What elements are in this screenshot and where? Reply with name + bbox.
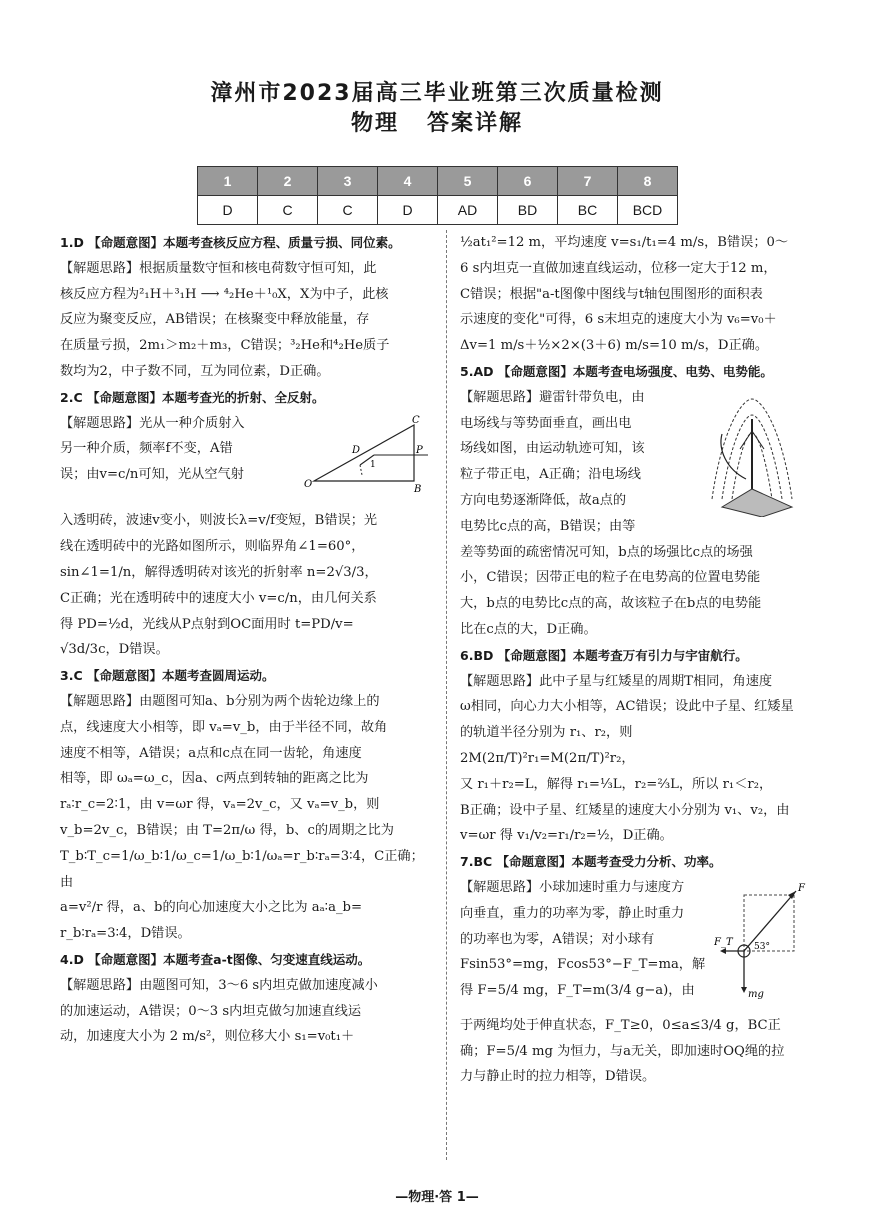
fig2-label-b: B [414, 483, 422, 495]
q3-line: 点，线速度大小相等，即 vₐ=v_b，由于半径不同，故角 [60, 719, 388, 735]
q5-line: 电势比c点的高，B错误；由等 [460, 518, 636, 534]
q3-line: rₐ∶r_c=2∶1，由 v=ωr 得，vₐ=2v_c，又 vₐ=v_b，则 [60, 797, 380, 813]
column-divider [446, 230, 447, 1160]
prism-diagram [302, 415, 432, 495]
answer-cell: BCD [618, 196, 678, 225]
answer-cell: AD [438, 196, 498, 225]
q1-line: 核反应方程为²₁H＋³₁H ⟶ ⁴₂He＋¹₀X，X为中子，此核 [60, 286, 389, 302]
answer-table [197, 166, 678, 225]
q6-line: 【解题思路】此中子星与红矮星的周期T相同，角速度 [460, 673, 773, 689]
fig7-label-f: F [798, 882, 805, 894]
fig2-label-p: P [416, 444, 423, 456]
q4-line: Δv=1 m/s＋½×2×(3＋6) m/s=10 m/s，D正确。 [460, 338, 769, 354]
q6-line: ω相同，向心力大小相等，AC错误；设此中子星、红矮星 [460, 699, 794, 715]
q7-line: 于两绳均处于伸直状态，F_T≥0，0≤a≤3/4 g，BC正 [460, 1017, 781, 1033]
q2-line: 入透明砖，波速v变小，则波长λ=v/f变短，B错误；光 [60, 513, 378, 529]
fig2-label-c: C [412, 414, 420, 426]
doc-type-label: 答案详解 [427, 111, 524, 136]
answer-cell: C [318, 196, 378, 225]
q7-line: 力与静止时的拉力相等，D错误。 [460, 1069, 656, 1085]
q2-prism-figure [302, 415, 432, 505]
question-number: 4 [378, 167, 438, 196]
q4-line: 的加速运动，A错误；0～3 s内坦克做匀加速直线运 [60, 1003, 362, 1019]
q4-line: 动，加速度大小为 2 m/s²，则位移大小 s₁=v₀t₁＋ [60, 1029, 355, 1045]
right-column [460, 230, 810, 1090]
q2-line: 另一种介质，频率f不变，A错 [60, 441, 233, 457]
q6-line: v=ωr 得 v₁/v₂=r₁/r₂=½，D正确。 [460, 828, 673, 844]
page-footer: —物理·答 1— [395, 1190, 479, 1205]
q2-line: 【解题思路】光从一种介质射入 [60, 415, 245, 431]
q5-line: 差等势面的疏密情况可知，b点的场强比c点的场强 [460, 544, 753, 560]
q5-heading: 5.AD 【命题意图】本题考查电场强度、电势、电势能。 [460, 363, 773, 379]
question-number: 2 [258, 167, 318, 196]
fig2-label-d: D [352, 444, 361, 456]
q6-line: 又 r₁＋r₂=L，解得 r₁=⅓L，r₂=⅔L，所以 r₁＜r₂， [460, 776, 773, 792]
answer-cell: D [198, 196, 258, 225]
q7-line: Fsin53°=mg，Fcos53°−F_T=ma，解 [460, 957, 706, 973]
q3-line: 【解题思路】由题图可知a、b分别为两个齿轮边缘上的 [60, 693, 380, 709]
answer-table-answer-row [198, 196, 678, 225]
q5-line: 小，C错误；因带正电的粒子在电势高的位置电势能 [460, 570, 761, 586]
q5-line: 大，b点的电势比c点的高，故该粒子在b点的电势能 [460, 596, 762, 612]
page-title: 漳州市2023届高三毕业班第三次质量检测 [210, 81, 664, 106]
answer-cell: BD [498, 196, 558, 225]
q5-line: 比在c点的大，D正确。 [460, 621, 597, 637]
q1-line: 在质量亏损，2m₁＞m₂＋m₃，C错误；³₂He和⁴₂He质子 [60, 338, 390, 354]
q1-line: 反应为聚变反应，AB错误；在核聚变中释放能量，存 [60, 312, 370, 328]
q2-line: sin∠1=1/n，解得透明砖对该光的折射率 n=2√3/3， [60, 564, 378, 580]
q2-line: C正确；光在透明砖中的速度大小 v=c/n，由几何关系 [60, 590, 377, 606]
fig7-label-ft: F_T [714, 936, 733, 948]
q3-line: 速度不相等，A错误；a点和c点在同一齿轮，角速度 [60, 745, 362, 761]
q7-heading: 7.BC 【命题意图】本题考查受力分析、功率。 [460, 854, 722, 870]
q6-line: 的轨道半径分别为 r₁、r₂，则 2M(2π/T)²r₁=M(2π/T)²r₂， [460, 725, 635, 766]
q7-line: 的功率也为零，A错误；对小球有 [460, 931, 655, 947]
q4-line: C错误；根据"a-t图像中图线与t轴包围图形的面积表 [460, 286, 763, 302]
q4-heading: 4.D 【命题意图】本题考查a-t图像、匀变速直线运动。 [60, 951, 371, 967]
q3-line: r_b∶rₐ=3∶4，D错误。 [60, 926, 191, 942]
question-number: 5 [438, 167, 498, 196]
question-number: 3 [318, 167, 378, 196]
answer-table-header-row [198, 167, 678, 196]
q4-line: 示速度的变化"可得，6 s末坦克的速度大小为 v₆=v₀＋ [460, 312, 777, 328]
q7-line: 确；F=5/4 mg 为恒力，与a无关，即加速时OQ绳的拉 [460, 1043, 785, 1059]
field-line-diagram [692, 389, 810, 517]
q3-line: 相等，即 ωₐ=ω_c，因a、c两点到转轴的距离之比为 [60, 771, 369, 787]
q4-line: 6 s内坦克一直做加速直线运动，位移一定大于12 m， [460, 260, 777, 276]
page-subtitle [0, 106, 874, 137]
q1-line: 数均为2，中子数不同，互为同位素，D正确。 [60, 363, 330, 379]
q5-lightning-rod-figure [692, 389, 810, 527]
answer-cell: D [378, 196, 438, 225]
question-number: 7 [558, 167, 618, 196]
q7-line: 向垂直，重力的功率为零，静止时重力 [460, 905, 685, 921]
q3-line: T_b∶T_c=1/ω_b∶1/ω_c=1/ω_b∶1/ωₐ=r_b∶rₐ=3∶4，C正确；由 [60, 848, 424, 890]
question-number: 1 [198, 167, 258, 196]
q2-line: 得 PD=½d，光线从P点射到OC面用时 t=PD/v= [60, 616, 354, 632]
subject-label: 物理 [350, 111, 399, 136]
q7-line: 【解题思路】小球加速时重力与速度方 [460, 879, 685, 895]
q5-line: 方向电势逐渐降低，故a点的 [460, 492, 627, 508]
answer-cell: BC [558, 196, 618, 225]
q1-heading: 1.D 【命题意图】本题考查核反应方程、质量亏损、同位素。 [60, 235, 401, 250]
q5-line: 粒子带正电，A正确；沿电场线 [460, 467, 641, 483]
q4-line: 【解题思路】由题图可知，3～6 s内坦克做加速度减小 [60, 977, 378, 993]
q5-line: 场线如图，由运动轨迹可知，该 [460, 441, 645, 457]
q5-line: 【解题思路】避雷针带负电，由 [460, 389, 645, 405]
q2-line: √3d/3c，D错误。 [60, 642, 169, 658]
q1-line: 【解题思路】根据质量数守恒和核电荷数守恒可知，此 [60, 260, 377, 276]
answer-cell: C [258, 196, 318, 225]
q2-line: 误；由v=c/n可知，光从空气射 [60, 467, 244, 483]
q5-line: 电场线与等势面垂直，画出电 [460, 415, 632, 431]
q6-line: B正确；设中子星、红矮星的速度大小分别为 v₁、v₂，由 [460, 802, 790, 818]
q2-heading: 2.C 【命题意图】本题考查光的折射、全反射。 [60, 389, 325, 405]
fig2-label-angle: 1 [370, 459, 376, 470]
fig7-label-angle: 53° [754, 941, 770, 952]
left-column [60, 230, 432, 1050]
q3-line: a=v²/r 得，a、b的向心加速度大小之比为 aₐ∶a_b= [60, 900, 363, 916]
q3-line: v_b=2v_c，B错误；由 T=2π/ω 得，b、c的周期之比为 [60, 822, 394, 838]
question-number: 6 [498, 167, 558, 196]
force-diagram [714, 879, 810, 999]
q2-line: 线在透明砖中的光路如图所示，则临界角∠1=60°， [60, 539, 365, 555]
q7-line: 得 F=5/4 mg，F_T=m(3/4 g−a)，由 [460, 983, 695, 999]
q3-heading: 3.C 【命题意图】本题考查圆周运动。 [60, 668, 275, 684]
q6-heading: 6.BD 【命题意图】本题考查万有引力与宇宙航行。 [460, 647, 748, 663]
fig7-label-mg: mg [748, 988, 764, 999]
q7-force-figure [714, 879, 810, 1009]
question-number: 8 [618, 167, 678, 196]
fig2-label-o: O [304, 478, 313, 490]
q4-line: ½at₁²=12 m，平均速度 v=s₁/t₁=4 m/s，B错误；0～ [460, 235, 789, 250]
